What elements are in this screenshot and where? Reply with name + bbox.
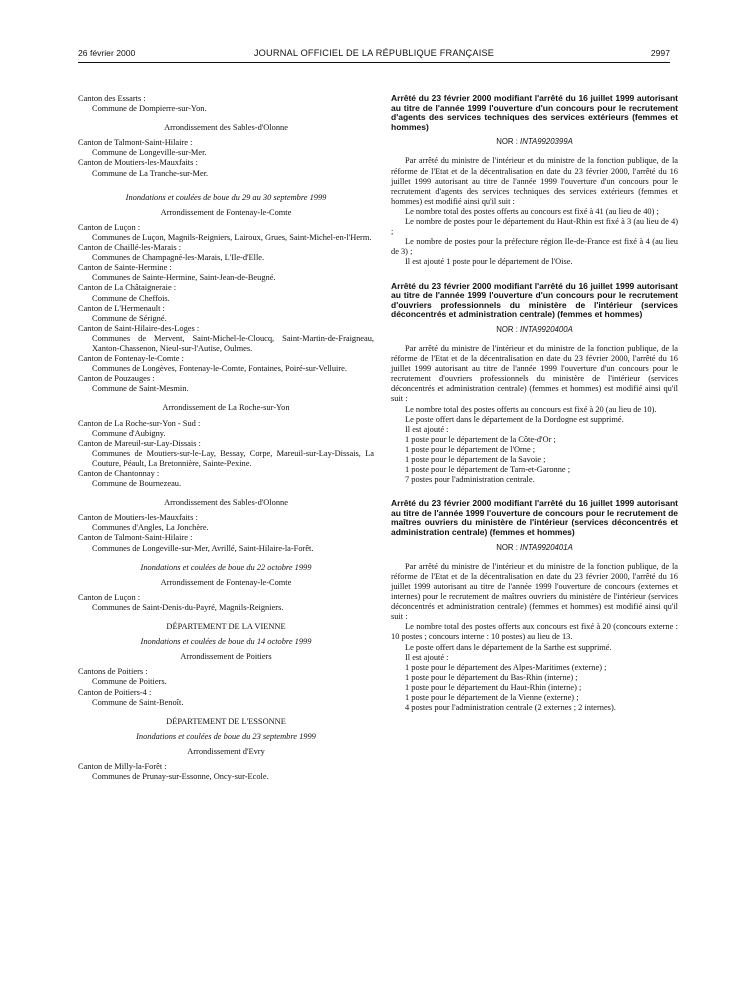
paragraph: Le nombre total des postes offerts aux concours est fixé à 20 (concours externe : 10 postes ; concours interne : 10 postes) au lieu de 13. bbox=[391, 622, 678, 642]
canton-heading: Canton de Chaillé-les-Marais : bbox=[78, 243, 182, 253]
commune-list: Commune d'Aubigny. bbox=[92, 428, 166, 438]
paragraph: Le nombre de postes pour le département du Haut-Rhin est fixé à 3 (au lieu de 4) ; bbox=[391, 217, 678, 237]
canton-heading: Canton de Moutiers-les-Mauxfaits : bbox=[78, 513, 198, 523]
paragraph: 1 poste pour le département du Haut-Rhin (interne) ; bbox=[405, 682, 582, 692]
section-heading: DÉPARTEMENT DE L'ESSONNE bbox=[166, 716, 286, 726]
paragraph: 1 poste pour le département du Bas-Rhin (interne) ; bbox=[405, 672, 578, 682]
left-column bbox=[78, 94, 374, 782]
spacer bbox=[78, 708, 374, 717]
spacer bbox=[78, 114, 374, 123]
arrete-title: Arrêté du 23 février 2000 modifiant l'arrêté du 16 juillet 1999 autorisant au titre de l'année 1999 l'ouverture de concours pour le recrutement de maîtres ouvriers du ministère de l'intérieur (services déconcentrés et administration centrale) (femmes et hommes) bbox=[391, 498, 678, 538]
paragraph: 1 poste pour le département de la Côte-d'Or ; bbox=[405, 434, 556, 444]
canton-heading: Canton de Fontenay-le-Comte : bbox=[78, 354, 184, 364]
section-heading: Arrondissement de Fontenay-le-Comte bbox=[160, 207, 292, 217]
paragraph: Il est ajouté : bbox=[405, 424, 449, 434]
paragraph: 1 poste pour le département de la Savoie ; bbox=[405, 455, 546, 464]
canton-heading: Canton de Talmont-Saint-Hilaire : bbox=[78, 138, 193, 148]
spacer bbox=[78, 394, 374, 403]
spacer bbox=[78, 554, 374, 563]
nor-code: INTA9920401A bbox=[520, 542, 573, 552]
canton-heading: Canton de La Roche-sur-Yon - Sud : bbox=[78, 418, 201, 428]
commune-list: Communes de Mervent, Saint-Michel-le-Cloucq, Saint-Martin-de-Fraigneau, Xanton-Chassenon, Nieul-sur-l'Autise, Oulmes. bbox=[92, 333, 374, 353]
spacer bbox=[78, 179, 374, 193]
commune-list: Commune de Dompierre-sur-Yon. bbox=[92, 104, 207, 114]
paragraph: 4 postes pour l'administration centrale (2 externes ; 2 internes). bbox=[405, 703, 616, 713]
commune-list: Commune de Saint-Mesmin. bbox=[92, 384, 189, 394]
header-date: 26 février 2000 bbox=[78, 48, 136, 58]
paragraph: 1 poste pour le département de la Vienne (externe) ; bbox=[405, 692, 579, 702]
paragraph: Le poste offert dans le département de la Sarthe est supprimé. bbox=[405, 642, 612, 652]
canton-heading: Canton de Pouzauges : bbox=[78, 374, 155, 384]
commune-list: Communes de Luçon, Magnils-Reigniers, Lairoux, Grues, Saint-Michel-en-l'Herm. bbox=[92, 232, 372, 242]
nor-reference bbox=[391, 325, 678, 335]
section-heading: Arrondissement des Sables-d'Olonne bbox=[164, 498, 288, 508]
section-heading: Arrondissement de Fontenay-le-Comte bbox=[160, 577, 292, 587]
spacer bbox=[78, 613, 374, 622]
paragraph: Le nombre de postes pour la préfecture région Ile-de-France est fixé à 4 (au lieu de 3) ; bbox=[391, 237, 678, 257]
paragraph: Par arrêté du ministre de l'intérieur et du ministre de la fonction publique, de la réforme de l'Etat et de la décentralisation en date du 23 février 2000, l'arrêté du 16 juillet 1999 autorisant au titre de l'année 1999 l'ouverture de concours (externes et internes) pour le recrutement de maîtres ouvriers du ministère de l'intérieur (services déconcentrés et administration centrale) (femmes et hommes) est modifié ainsi qu'il suit : bbox=[391, 561, 678, 622]
commune-list: Commune de Longeville-sur-Mer. bbox=[92, 148, 207, 158]
spacer bbox=[391, 268, 678, 282]
paragraph: Par arrêté du ministre de l'intérieur et du ministre de la fonction publique, de la réforme de l'Etat et de la décentralisation en date du 23 février 2000, l'arrêté du 16 juillet 1999 autorisant au titre de l'année 1999 l'ouverture d'un concours pour le recrutement d'ouvriers professionnels du ministère de l'intérieur (services déconcentrés et administration centrale) (femmes et hommes) est modifié ainsi qu'il suit : bbox=[391, 343, 678, 404]
canton-heading: Canton de Saint-Hilaire-des-Loges : bbox=[78, 323, 200, 333]
paragraph: 1 poste pour le département de l'Orne ; bbox=[405, 444, 536, 454]
commune-list: Communes de Longèves, Fontenay-le-Comte, Fontaines, Poiré-sur-Velluire. bbox=[92, 364, 347, 374]
canton-heading: Canton de Sainte-Hermine : bbox=[78, 263, 172, 273]
commune-list: Communes de Moutiers-sur-le-Lay, Bessay, Corpe, Mareuil-sur-Lay-Dissais, La Couture, Péault, La Bretonnière, Sainte-Pexine. bbox=[92, 448, 374, 468]
commune-list: Communes d'Angles, La Jonchère. bbox=[92, 523, 209, 533]
arrete-title: Arrêté du 23 février 2000 modifiant l'arrêté du 16 juillet 1999 autorisant au titre de l'année 1999 l'ouverture d'un concours pour le recrutement d'agents des services techniques des services extérieurs (femmes et hommes) bbox=[391, 93, 678, 132]
event-heading: Inondations et coulées de boue du 29 au 30 septembre 1999 bbox=[125, 192, 327, 202]
section-heading: Arrondissement d'Evry bbox=[187, 746, 265, 756]
spacer bbox=[391, 335, 678, 344]
commune-list: Commune de Cheffois. bbox=[92, 293, 170, 303]
canton-heading: Canton de Chantonnay : bbox=[78, 469, 160, 478]
spacer bbox=[391, 553, 678, 562]
paragraph: 1 poste pour le département des Alpes-Maritimes (externe) ; bbox=[405, 662, 607, 672]
canton-heading: Canton de Poitiers-4 : bbox=[78, 687, 152, 697]
nor-code: INTA9920399A bbox=[520, 137, 573, 147]
canton-heading: Canton de Moutiers-les-Mauxfaits : bbox=[78, 158, 198, 168]
commune-list: Commune de Sérigné. bbox=[92, 313, 167, 323]
commune-list: Commune de Bournezeau. bbox=[92, 479, 182, 489]
paragraph: Le poste offert dans le département de la Dordogne est supprimé. bbox=[405, 414, 624, 424]
paragraph: 7 postes pour l'administration centrale. bbox=[405, 475, 535, 485]
canton-heading: Canton de Luçon : bbox=[78, 592, 141, 602]
canton-heading: Canton des Essarts : bbox=[78, 94, 146, 103]
paragraph: Il est ajouté 1 poste pour le département de l'Oise. bbox=[405, 257, 573, 267]
paragraph: Par arrêté du ministre de l'intérieur et du ministre de la fonction publique, de la réforme de l'Etat et de la décentralisation en date du 23 février 2000, l'arrêté du 16 juillet 1999 autorisant au titre de l'année 1999 l'ouverture d'un concours pour le recrutement d'agents des services techniques des services extérieurs (femmes et hommes) est modifié ainsi qu'il suit : bbox=[391, 156, 678, 206]
commune-list: Commune de La Tranche-sur-Mer. bbox=[92, 168, 209, 178]
event-heading: Inondations et coulées de boue du 23 septembre 1999 bbox=[136, 731, 316, 741]
nor-label: NOR : bbox=[496, 542, 521, 552]
nor-label: NOR : bbox=[496, 137, 521, 147]
canton-heading: Canton de Mareuil-sur-Lay-Dissais : bbox=[78, 438, 201, 448]
paragraph: 1 poste pour le département de Tarn-et-Garonne ; bbox=[405, 465, 571, 475]
nor-reference bbox=[391, 543, 678, 553]
commune-list: Communes de Champagné-les-Marais, L'Ile-d'Elle. bbox=[92, 253, 265, 263]
paragraph: Le nombre total des postes offerts au concours est fixé à 20 (au lieu de 10). bbox=[405, 404, 657, 414]
commune-list: Communes de Longeville-sur-Mer, Avrillé, Saint-Hilaire-la-Forêt. bbox=[92, 543, 314, 553]
canton-heading: Canton de La Châtaigneraie : bbox=[78, 283, 177, 293]
section-heading: Arrondissement de La Roche-sur-Yon bbox=[162, 403, 290, 413]
section-heading: DÉPARTEMENT DE LA VIENNE bbox=[166, 622, 286, 632]
canton-heading: Canton de Luçon : bbox=[78, 222, 141, 232]
page-number: 2997 bbox=[650, 48, 670, 58]
commune-list: Communes de Sainte-Hermine, Saint-Jean-de-Beugné. bbox=[92, 273, 276, 283]
spacer bbox=[391, 147, 678, 156]
canton-heading: Cantons de Poitiers : bbox=[78, 667, 148, 677]
commune-list: Communes de Saint-Denis-du-Payré, Magnils-Reigniers. bbox=[92, 602, 284, 612]
section-heading: Arrondissement de Poitiers bbox=[180, 652, 272, 662]
page-header bbox=[78, 48, 670, 63]
spacer bbox=[78, 489, 374, 498]
spacer bbox=[391, 485, 678, 499]
right-column bbox=[391, 94, 678, 713]
commune-list: Commune de Poitiers. bbox=[92, 677, 167, 687]
canton-heading: Canton de Talmont-Saint-Hilaire : bbox=[78, 533, 193, 543]
canton-heading: Canton de L'Hermenault : bbox=[78, 303, 165, 313]
event-heading: Inondations et coulées de boue du 14 octobre 1999 bbox=[140, 637, 312, 647]
event-heading: Inondations et coulées de boue du 22 octobre 1999 bbox=[140, 562, 312, 572]
nor-label: NOR : bbox=[496, 324, 521, 334]
section-heading: Arrondissement des Sables-d'Olonne bbox=[164, 123, 288, 133]
arrete-title: Arrêté du 23 février 2000 modifiant l'arrêté du 16 juillet 1999 autorisant au titre de l'année 1999 l'ouverture d'un concours pour le recrutement d'ouvriers professionnels du ministère de l'intérieur (services déconcentrés et administration centrale) (femmes et hommes) bbox=[391, 280, 678, 320]
commune-list: Communes de Prunay-sur-Essonne, Oncy-sur-Ecole. bbox=[92, 772, 269, 782]
nor-reference bbox=[391, 137, 678, 147]
paragraph: Le nombre total des postes offerts au concours est fixé à 41 (au lieu de 40) ; bbox=[405, 206, 659, 216]
canton-heading: Canton de Milly-la-Forêt : bbox=[78, 761, 167, 771]
nor-code: INTA9920400A bbox=[520, 324, 573, 334]
journal-title: JOURNAL OFFICIEL DE LA RÉPUBLIQUE FRANÇAISE bbox=[253, 48, 495, 58]
paragraph: Il est ajouté : bbox=[405, 652, 449, 662]
commune-list: Commune de Saint-Benoît. bbox=[92, 697, 184, 707]
